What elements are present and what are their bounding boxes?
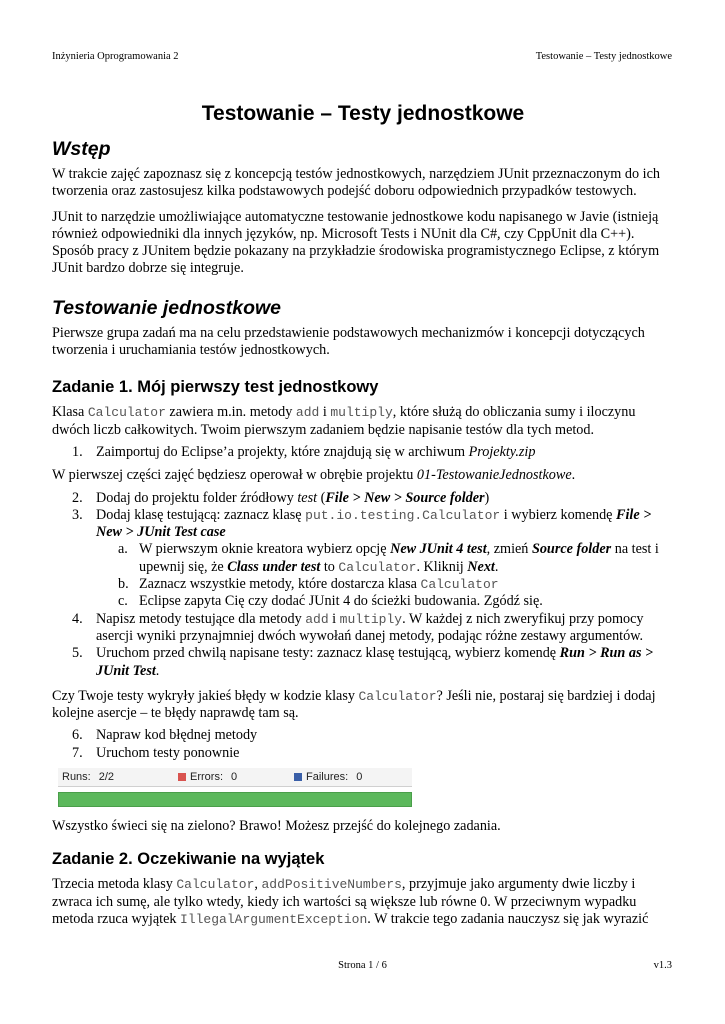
list-item: 5. Uruchom przed chwilą napisane testy: zaznacz klasę testującą, wybierz komendę Run > Run as > JUnit Test. (72, 645, 654, 679)
task1-paragraph-3: Czy Twoje testy wykryły jakieś błędy w kodzie klasy Calculator? Jeśli nie, postaraj się bardziej i dodaj kolejne asercje – te błędy naprawdę tam są. (52, 687, 656, 722)
junit-counters (58, 768, 412, 787)
heading-intro: Wstęp (52, 138, 111, 160)
version-label: v1.3 (653, 960, 672, 971)
project-name: 01-TestowanieJednostkowe (416, 467, 572, 484)
code-multiply: multiply (330, 405, 393, 421)
heading-task-1: Zadanie 1. Mój pierwszy test jednostkowy (52, 378, 379, 397)
list-item: b. Zaznacz wszystkie metody, które dostarcza klasa Calculator (118, 576, 499, 593)
error-icon (178, 773, 186, 781)
header-right: Testowanie – Testy jednostkowe (535, 51, 672, 62)
archive-name: Projekty.zip (468, 443, 536, 460)
list-item: a. W pierwszym oknie kreatora wybierz opcję New JUnit 4 test, zmień Source folder na test i upewnij się, że Class under test to Calculator. Kliknij Next. (118, 541, 659, 575)
heading-task-2: Zadanie 2. Oczekiwanie na wyjątek (52, 850, 325, 869)
code-calculator: Calculator (87, 405, 166, 421)
failure-icon (294, 773, 302, 781)
junit-result-panel (58, 768, 412, 812)
menu-path: File > New > Source folder (325, 489, 485, 506)
task1-paragraph-1: Klasa Calculator zawiera m.in. metody add i multiply, które służą do obliczania sumy i iloczynu dwóch liczb całkowitych. Twoim pierwszym zadaniem będzie napisanie testów dla tych metod. (52, 404, 636, 438)
intro-paragraph-2: JUnit to narzędzie umożliwiające automatyczne testowanie jednostkowe kodu napisanego w Javie (istnieją również odpowiedniki dla innych języków, np. Microsoft Tests i NUnit dla C#, czy CppUnit dla C++). Sposób pracy z JUnitem będzie pokazany na przykładzie środowiska programistycznego Eclipse, z którym JUnit bardzo dobrze się integruje. (52, 208, 660, 277)
task1-steps-c (52, 727, 674, 762)
heading-unit-testing: Testowanie jednostkowe (52, 296, 281, 319)
page-title: Testowanie – Testy jednostkowe (201, 102, 525, 125)
menu-path: Run > Run as > JUnit Test (96, 645, 654, 679)
list-item: 7. Uruchom testy ponownie (72, 744, 240, 761)
list-item: 3. Dodaj klasę testującą: zaznacz klasę put.io.testing.Calculator i wybierz komendę File > New > JUnit Test case (72, 506, 652, 541)
task1-steps-a (52, 444, 674, 461)
junit-runs: Runs: 2/2 (62, 771, 115, 784)
junit-errors: Errors: 0 (178, 771, 294, 783)
header-left: Inżynieria Oprogramowania 2 (52, 51, 179, 62)
intro-paragraph-1: W trakcie zajęć zapoznasz się z koncepcją testów jednostkowych, narzędziem JUnit przeznaczonym do ich tworzenia oraz zastosujesz kilka podstawowych podejść doboru odpowiednich przypadków testowych. (52, 166, 660, 200)
page-number: Strona 1 / 6 (338, 960, 387, 971)
menu-path: File > New > JUnit Test case (96, 506, 652, 541)
list-item: 2. Dodaj do projektu folder źródłowy test (File > New > Source folder) (72, 489, 490, 506)
junit-progress-bar (58, 792, 412, 807)
list-item: 6. Napraw kod błędnej metody (72, 727, 258, 744)
section2-paragraph: Pierwsze grupa zadań ma na celu przedstawienie podstawowych mechanizmów i koncepcji dotyczących tworzenia i uruchamiania testów jednostkowych. (52, 324, 645, 359)
junit-failures: Failures: 0 (294, 771, 362, 783)
list-item: 4. Napisz metody testujące dla metody add i multiply. W każdej z nich zweryfikuj przy pomocy asercji wyniki przynajmniej dwóch wywołań danej metody, podając różne zestawy argumentów. (72, 610, 644, 644)
task1-paragraph-4: Wszystko świeci się na zielono? Brawo! Możesz przejść do kolejnego zadania. (52, 818, 501, 835)
list-item: 1. Zaimportuj do Eclipse’a projekty, które znajdują się w archiwum Projekty.zip (72, 443, 536, 460)
code-add: add (295, 405, 320, 421)
task1-steps-b (52, 490, 674, 680)
task1-paragraph-2: W pierwszej części zajęć będziesz operował w obrębie projektu 01-TestowanieJednostkowe. (52, 467, 576, 484)
list-item: c. Eclipse zapyta Cię czy dodać JUnit 4 do ścieżki budowania. Zgódź się. (118, 593, 543, 610)
document-body (52, 100, 674, 928)
task2-paragraph-1: Trzecia metoda klasy Calculator, addPositiveNumbers, przyjmuje jako argumenty dwie liczby i zwraca ich sumę, ale tylko wtedy, kiedy ich wartości są większe lub równe 0. W przeciwnym wypadku metoda rzuca wyjątek IllegalArgumentException. W trakcie tego zadania nauczysz się jak wyrazić (52, 876, 649, 927)
